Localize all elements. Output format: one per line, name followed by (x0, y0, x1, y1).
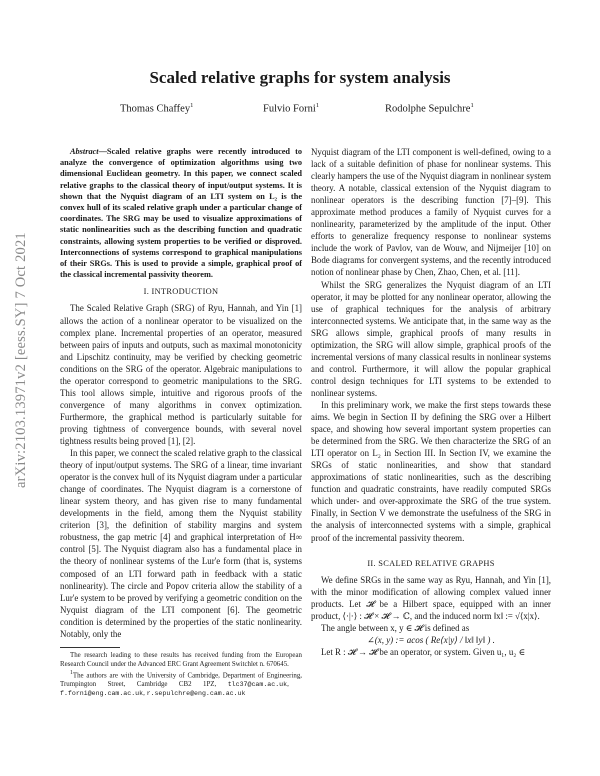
section2-paragraph-2: The angle between x, y ∈ 𝓗 is defined as (321, 622, 470, 633)
affiliation-footnote: $^1$The authors are with the University of Cambridge, Department of Engineering, Trumpington Street, Cambridge CB2 1PZ, tlc37@cam.ac.uk, f.forni@eng.cam.ac.uk, r.sepulchre@eng.cam.ac.uk (60, 669, 302, 698)
author-3: Rodolphe Sepulchre$^1$ (385, 102, 474, 115)
paper-title: Scaled relative graphs for system analysis (149, 68, 451, 87)
funding-footnote: The research leading to these results has received funding from the European Research Council under the Advanced ERC Grant Agreement Switchlet n. 670645. (60, 651, 302, 668)
abstract: Abstract—Scaled relative graphs were recently introduced to analyze the convergence of optimization algorithms using two dimensional Euclidean geometry. In this paper, we connect scaled relative graphs to the classical theory of input/output systems. It is shown that the Nyquist diagram of an LTI system on L₂ is the convex hull of its scaled relative graph under a particular change of coordinates. The SRG may be used to visualize approximations of static nonlinearities such as the describing function and quadratic constraints, allowing system properties to be verified or disproved. Interconnections of systems correspond to graphical manipulations of their SRGs. This is used to provide a simple, graphical proof of the classical incremental passivity theorem. (60, 147, 302, 280)
intro-paragraph-5: In this preliminary work, we make the first steps towards these aims. We begin in Section II by defining the SRG over a Hilbert space, and showing how several important system properties can be determined from the SRG. We then characterize the SRG of an LTI operator on L₂ in Section III. In Section IV, we examine the SRGs of static nonlinearities, and show that standard approximations of static nonlinearities, such as the describing function and quadratic constraints, have readily computed SRGs which under- and over-approximate the SRG of the true system. Finally, in Section V we demonstrate the usefulness of the SRG in the analysis of interconnected systems with a simple, graphical proof of the incremental passivity theorem. (311, 399, 551, 543)
section2-paragraph-1: We define SRGs in the same way as Ryu, Hannah, and Yin [1], with the minor modification of allowing complex valued inner products. Let 𝓗 be a Hilbert space, equipped with an inner product, ⟨·|·⟩ : 𝓗 × 𝓗 → ℂ, and the induced norm ‖x‖ := √⟨x|x⟩. (311, 574, 551, 621)
section-heading-introduction: I. INTRODUCTION (143, 287, 219, 297)
intro-paragraph-4: Whilst the SRG generalizes the Nyquist diagram of an LTI operator, it may be plotted for any nonlinear operator, allowing the use of graphical techniques for the analysis of arbitrary interconnected systems. We anticipate that, in the same way as the SRG allows simple, graphical proofs of many results in optimization, the SRG will allow simple, graphical proofs of the incremental versions of many classical results in nonlinear systems and control. Furthermore, it will allow the popular graphical control design techniques for LTI systems to be extended to nonlinear systems. (311, 279, 551, 398)
angle-equation: ∠(x, y) := acos ( Re⟨x|y⟩ / ‖x‖ ‖y‖ ) . (367, 634, 495, 645)
intro-paragraph-3: Nyquist diagram of the LTI component is well-defined, owing to a lack of a suitable definition of phase for nonlinear systems. This clearly hampers the use of the Nyquist diagram in nonlinear system theory. A notable, classical extension of the Nyquist diagram to nonlinear operators is the describing function [7]–[9]. This approximate method produces a family of Nyquist curves for a nonlinearity, parameterized by the amplitude of the input. Other efforts to generalize frequency response to nonlinear systems include the work of Pavlov, van de Wouw, and Nijmeijer [10] on Bode diagrams for convergent systems, and the recently introduced notion of nonlinear phase by Chen, Zhao, Chen, et al. [11]. (311, 147, 551, 278)
author-2: Fulvio Forni$^1$ (263, 102, 320, 115)
section2-paragraph-3: Let R : 𝓗 → 𝓗 be an operator, or system. Given u₁, u₂ ∈ (321, 646, 526, 657)
author-1: Thomas Chaffey$^1$ (120, 102, 194, 115)
intro-paragraph-2: In this paper, we connect the scaled relative graph to the classical theory of input/output systems. The SRG of a linear, time invariant operator is the convex hull of its Nyquist diagram under a particular change of coordinates. The Nyquist diagram is a cornerstone of linear system theory, and has given rise to many fundamental developments in the field, among them the Nyquist stability criterion [3], the definition of stability margins and system robustness, the gap metric [4] and graphical interpretation of H∞ control [5]. The Nyquist diagram also has a fundamental place in the theory of nonlinear systems of the Lur'e form (that is, systems composed of an LTI forward path in feedback with a static nonlinearity). The circle and Popov criteria allow the stability of a Lur'e system to be proved by verifying a geometric condition on the Nyquist diagram of the LTI component [6]. The geometric condition is determined by the properties of the static nonlinearity. Notably, only the (60, 448, 302, 639)
left-column (60, 146, 302, 699)
right-column (311, 146, 551, 658)
footnote-divider (60, 647, 120, 648)
intro-paragraph-1: The Scaled Relative Graph (SRG) of Ryu, Hannah, and Yin [1] allows the action of a nonlinear operator to be visualized on the complex plane. Incremental properties of an operator, measured between pairs of inputs and outputs, such as maximal monotonicity and Lipschitz continuity, may be verified by checking geometric conditions on the SRG of the operator. Algebraic manipulations to the operator correspond to geometric manipulations to the SRG. This tool allows simple, intuitive and rigorous proofs of the convergence of many algorithms in convex optimization. Furthermore, the graphical method is particularly suitable for proving tightness of convergence bounds, with several novel tightness results being proved [1], [2]. (60, 303, 302, 446)
section-heading-srg: II. SCALED RELATIVE GRAPHS (367, 558, 495, 568)
arxiv-identifier: arXiv:2103.13971v2 [eess.SY] 7 Oct 2021 (13, 232, 29, 488)
